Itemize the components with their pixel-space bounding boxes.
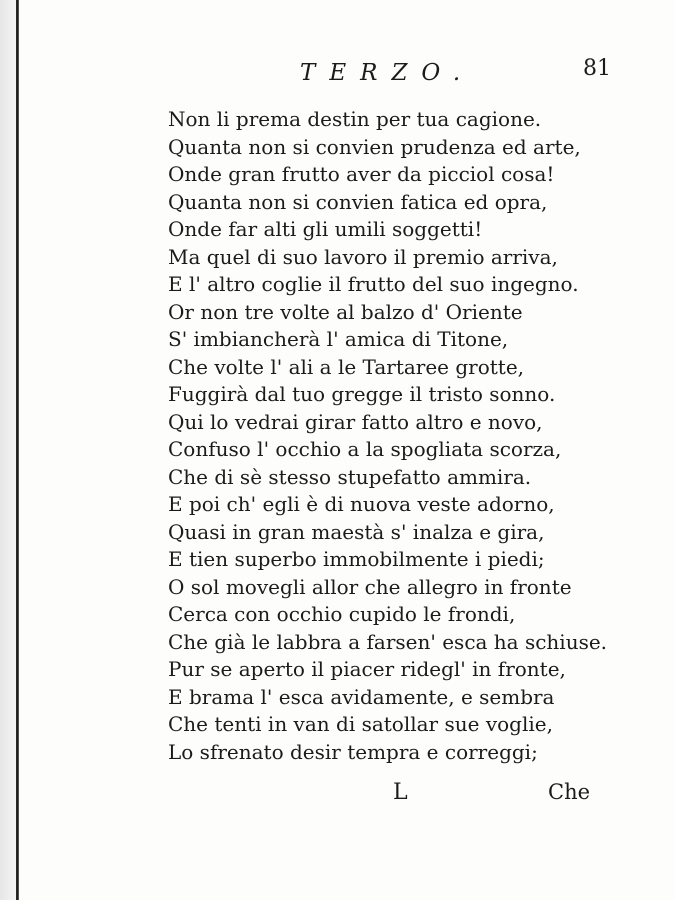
binding-shadow [0, 0, 16, 900]
signature-mark: L [393, 780, 408, 805]
running-head: TERZO. [300, 60, 475, 86]
verse-line: S' imbiancherà l' amica di Titone, [168, 327, 509, 351]
binding-edge [16, 0, 19, 900]
verse-line: Fuggirà dal tuo gregge il tristo sonno. [168, 382, 556, 406]
verse-line: Che volte l' ali a le Tartaree grotte, [168, 354, 525, 379]
verse-line: Quanta non si convien prudenza ed arte, [168, 134, 581, 159]
page-number: 81 [583, 56, 611, 81]
verse-line: Che di sè stesso stupefatto ammira. [168, 464, 532, 489]
verse-line: O sol movegli allor che allegro in fronte [168, 574, 572, 599]
verse-line: Confuso l' occhio a la spogliata scorza, [168, 437, 562, 461]
verse-line: Cerca con occhio cupido le frondi, [168, 602, 516, 626]
verse-line: E poi ch' egli è di nuova veste adorno, [168, 492, 555, 516]
verse-line: Qui lo vedrai girar fatto altro e novo, [168, 409, 543, 434]
verse-line: Che già le labbra a farsen' esca ha schiuse. [168, 629, 608, 654]
verse-line: Ma quel di suo lavoro il premio arriva, [168, 244, 558, 269]
verse-line: Non li prema destin per tua cagione. [168, 107, 542, 131]
verse-line: Onde gran frutto aver da picciol cosa! [168, 162, 555, 186]
verse-line: Pur se aperto il piacer ridegl' in fronte, [168, 657, 566, 681]
verse-line: E tien superbo immobilmente i piedi; [168, 547, 545, 571]
verse-line: Quasi in gran maestà s' inalza e gira, [168, 519, 545, 544]
verse-line: E brama l' esca avidamente, e sembra [168, 684, 555, 709]
verse-line: Che tenti in van di satollar sue voglie, [168, 712, 553, 736]
verse-line: Onde far alti gli umili soggetti! [168, 217, 483, 241]
verse-line: Quanta non si convien fatica ed opra, [168, 189, 548, 214]
verse-line: Lo sfrenato desir tempra e correggi; [168, 739, 538, 764]
verse-line: Or non tre volte al balzo d' Oriente [168, 299, 523, 324]
catchword: Che [548, 780, 591, 804]
verse-line: E l' altro coglie il frutto del suo ingegno. [168, 272, 579, 296]
verse-block [168, 106, 607, 766]
